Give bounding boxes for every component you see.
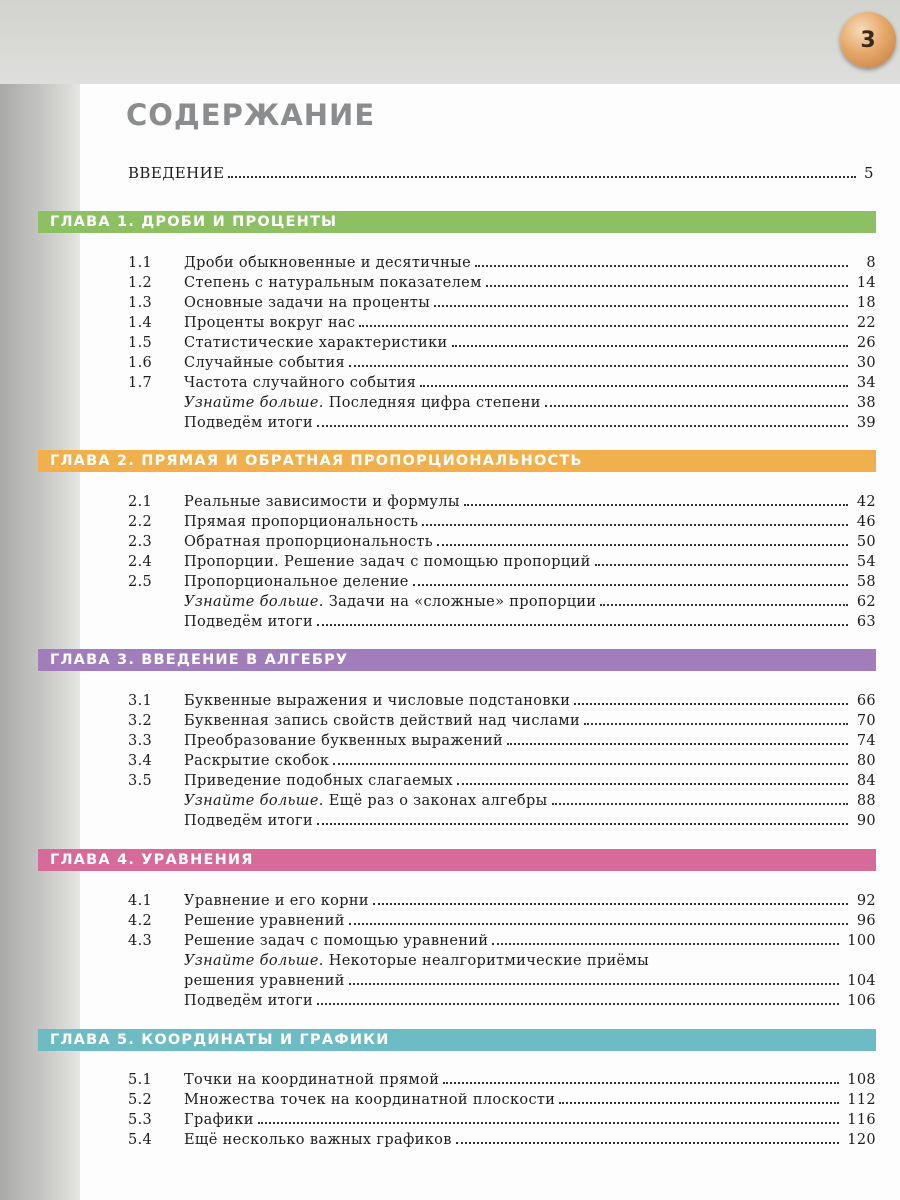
learn-more-title: Задачи на «сложные» пропорции — [328, 594, 597, 610]
toc-entry[interactable] — [128, 514, 876, 534]
dot-leader — [492, 942, 839, 945]
dot-leader — [317, 1002, 839, 1005]
entry-page: 42 — [856, 494, 876, 510]
entry-title: Дроби обыкновенные и десятичные — [184, 255, 472, 271]
summary-title: Подведём итоги — [184, 614, 314, 630]
entry-title: Реальные зависимости и формулы — [184, 494, 460, 510]
dot-leader — [349, 922, 848, 925]
entry-title: Степень с натуральным показателем — [184, 275, 482, 291]
dot-leader — [595, 563, 848, 566]
entry-number: 1.7 — [128, 375, 153, 391]
learn-more-title: Некоторые неалгоритмические приёмы — [328, 953, 649, 969]
page-number-badge: 3 — [840, 12, 896, 68]
entry-page: 30 — [856, 355, 876, 371]
entry-title: Статистические характеристики — [184, 335, 448, 351]
toc-entry[interactable] — [128, 933, 876, 953]
entry-title: Пропорциональное деление — [184, 574, 409, 590]
dot-leader — [507, 742, 848, 745]
dot-leader — [434, 304, 848, 307]
entry-number: 4.1 — [128, 893, 153, 909]
entry-title: Точки на координатной прямой — [184, 1072, 440, 1088]
toc-entry[interactable] — [128, 1132, 876, 1152]
entry-number: 1.4 — [128, 315, 153, 331]
entry-number: 2.2 — [128, 514, 153, 530]
dot-leader — [552, 802, 848, 805]
entry-title: Преобразование буквенных выражений — [184, 733, 504, 749]
toc-learn-more[interactable] — [184, 594, 876, 614]
entry-title: Множества точек на координатной плоскости — [184, 1092, 556, 1108]
entry-page: 116 — [847, 1112, 876, 1128]
entry-page: 88 — [856, 793, 876, 809]
toc-summary[interactable] — [184, 614, 876, 634]
summary-title: Подведём итоги — [184, 813, 314, 829]
entry-page: 90 — [856, 813, 876, 829]
entry-number: 3.1 — [128, 693, 153, 709]
toc-introduction[interactable] — [128, 164, 874, 184]
entry-page: 63 — [856, 614, 876, 630]
entry-number: 1.5 — [128, 335, 153, 351]
toc-learn-more-first-line[interactable] — [184, 953, 876, 973]
learn-more-title: Ещё раз о законах алгебры — [328, 793, 548, 809]
dot-leader — [420, 384, 848, 387]
entry-page: 96 — [856, 913, 876, 929]
dot-leader — [456, 1141, 840, 1144]
learn-more-title: Последняя цифра степени — [328, 395, 541, 411]
summary-title: Подведём итоги — [184, 415, 314, 431]
entry-title: Частота случайного события — [184, 375, 417, 391]
entry-number: 1.3 — [128, 295, 153, 311]
entry-number: 3.4 — [128, 753, 153, 769]
entry-page: 62 — [856, 594, 876, 610]
dot-leader — [443, 1081, 839, 1084]
entry-number: 4.3 — [128, 933, 153, 949]
dot-leader — [457, 782, 848, 785]
dot-leader — [452, 344, 848, 347]
entry-number: 3.3 — [128, 733, 153, 749]
entry-number: 2.1 — [128, 494, 153, 510]
entry-title: Пропорции. Решение задач с помощью пропорций — [184, 554, 591, 570]
entry-page: 100 — [847, 933, 876, 949]
entry-page: 14 — [856, 275, 876, 291]
toc-entry[interactable] — [128, 913, 876, 933]
entry-number: 1.2 — [128, 275, 153, 291]
entry-page: 39 — [856, 415, 876, 431]
entry-title: Ещё несколько важных графиков — [184, 1132, 452, 1148]
entry-number: 2.4 — [128, 554, 153, 570]
toc-entry[interactable] — [128, 893, 876, 913]
entry-number: 2.5 — [128, 574, 153, 590]
learn-more-prefix: Узнайте больше. — [184, 793, 324, 809]
dot-leader — [258, 1121, 840, 1124]
dot-leader — [317, 623, 848, 626]
toc-entry[interactable] — [128, 1092, 876, 1112]
entry-number: 1.1 — [128, 255, 153, 271]
chapter-3-heading[interactable]: ГЛАВА 3. ВВЕДЕНИЕ В АЛГЕБРУ — [38, 649, 876, 671]
entry-number: 5.1 — [128, 1072, 153, 1088]
entry-title: Приведение подобных слагаемых — [184, 773, 454, 789]
entry-title: Решение уравнений — [184, 913, 345, 929]
dot-leader — [559, 1101, 839, 1104]
entry-title: Прямая пропорциональность — [184, 514, 419, 530]
entry-page: 108 — [847, 1072, 876, 1088]
toc-entry[interactable] — [128, 255, 876, 275]
toc-entry[interactable] — [128, 1072, 876, 1092]
toc-entry[interactable] — [128, 1112, 876, 1132]
dot-leader — [422, 523, 848, 526]
entry-title: Проценты вокруг нас — [184, 315, 356, 331]
entry-page: 112 — [847, 1092, 876, 1108]
entry-page: 74 — [856, 733, 876, 749]
dot-leader — [486, 284, 848, 287]
toc-learn-more-second-line[interactable] — [184, 973, 876, 993]
dot-leader — [349, 982, 839, 985]
learn-more-prefix: Узнайте больше. — [184, 395, 324, 411]
toc-entry[interactable] — [128, 275, 876, 295]
entry-page: 80 — [856, 753, 876, 769]
page-title: СОДЕРЖАНИЕ — [126, 98, 376, 132]
dot-leader — [413, 583, 848, 586]
entry-number: 2.3 — [128, 534, 153, 550]
entry-page: 70 — [856, 713, 876, 729]
toc-entry[interactable] — [128, 375, 876, 395]
entry-title: Буквенные выражения и числовые подстановки — [184, 693, 571, 709]
dot-leader — [584, 722, 848, 725]
toc-entry[interactable] — [128, 335, 876, 355]
toc-entry[interactable] — [128, 693, 876, 713]
dot-leader — [600, 603, 848, 606]
introduction-label: ВВЕДЕНИЕ — [128, 164, 225, 182]
dot-leader — [359, 324, 848, 327]
entry-number: 4.2 — [128, 913, 153, 929]
dot-leader — [373, 902, 848, 905]
entry-title: Основные задачи на проценты — [184, 295, 431, 311]
toc-entry[interactable] — [128, 534, 876, 554]
entry-page: 84 — [856, 773, 876, 789]
entry-title: Буквенная запись свойств действий над числами — [184, 713, 581, 729]
toc-entry[interactable] — [128, 773, 876, 793]
entry-number: 5.4 — [128, 1132, 153, 1148]
entry-page: 58 — [856, 574, 876, 590]
toc-summary[interactable] — [184, 813, 876, 833]
dot-leader — [317, 424, 848, 427]
chapter-2-heading[interactable]: ГЛАВА 2. ПРЯМАЯ И ОБРАТНАЯ ПРОПОРЦИОНАЛЬНОСТЬ — [38, 450, 876, 472]
entry-title: Обратная пропорциональность — [184, 534, 433, 550]
summary-title: Подведём итоги — [184, 993, 314, 1009]
toc-entry[interactable] — [128, 295, 876, 315]
toc-summary[interactable] — [184, 993, 876, 1013]
learn-more-prefix: Узнайте больше. — [184, 594, 324, 610]
toc-entry[interactable] — [128, 494, 876, 514]
chapter-1-heading[interactable]: ГЛАВА 1. ДРОБИ И ПРОЦЕНТЫ — [38, 211, 876, 233]
chapter-5-heading[interactable]: ГЛАВА 5. КООРДИНАТЫ И ГРАФИКИ — [38, 1029, 876, 1051]
toc-entry[interactable] — [128, 753, 876, 773]
toc-learn-more[interactable] — [184, 793, 876, 813]
entry-title: Решение задач с помощью уравнений — [184, 933, 489, 949]
entry-number: 3.5 — [128, 773, 153, 789]
entry-page: 120 — [847, 1132, 876, 1148]
dot-leader — [574, 702, 848, 705]
entry-number: 1.6 — [128, 355, 153, 371]
dot-leader — [545, 404, 848, 407]
toc-entry[interactable] — [128, 315, 876, 335]
learn-more-prefix: Узнайте больше. — [184, 953, 324, 969]
entry-page: 66 — [856, 693, 876, 709]
entry-page: 34 — [856, 375, 876, 391]
dot-leader — [317, 822, 848, 825]
page-top-shade — [0, 0, 900, 84]
dot-leader — [475, 264, 848, 267]
toc-learn-more[interactable] — [184, 395, 876, 415]
entry-page: 26 — [856, 335, 876, 351]
entry-number: 5.3 — [128, 1112, 153, 1128]
entry-title: Уравнение и его корни — [184, 893, 369, 909]
entry-page: 22 — [856, 315, 876, 331]
learn-more-title-continued: решения уравнений — [184, 973, 345, 989]
entry-number: 5.2 — [128, 1092, 153, 1108]
toc-entry[interactable] — [128, 355, 876, 375]
dot-leader — [349, 364, 848, 367]
entry-page: 104 — [847, 973, 876, 989]
entry-title: Случайные события — [184, 355, 346, 371]
entry-page: 38 — [856, 395, 876, 411]
toc-entry[interactable] — [128, 733, 876, 753]
entry-page: 92 — [856, 893, 876, 909]
dot-leader — [333, 762, 848, 765]
toc-entry[interactable] — [128, 574, 876, 594]
entry-page: 106 — [847, 993, 876, 1009]
entry-number: 3.2 — [128, 713, 153, 729]
toc-entry[interactable] — [128, 554, 876, 574]
entry-title: Раскрытие скобок — [184, 753, 330, 769]
entry-page: 8 — [866, 255, 876, 271]
entry-page: 46 — [856, 514, 876, 530]
dot-leader — [464, 503, 848, 506]
toc-summary[interactable] — [184, 415, 876, 435]
toc-entry[interactable] — [128, 713, 876, 733]
entry-title: Графики — [184, 1112, 254, 1128]
dot-leader — [437, 543, 848, 546]
entry-page: 54 — [856, 554, 876, 570]
dot-leader — [228, 175, 856, 178]
entry-page: 50 — [856, 534, 876, 550]
entry-page: 18 — [856, 295, 876, 311]
introduction-page: 5 — [864, 164, 874, 182]
chapter-4-heading[interactable]: ГЛАВА 4. УРАВНЕНИЯ — [38, 849, 876, 871]
